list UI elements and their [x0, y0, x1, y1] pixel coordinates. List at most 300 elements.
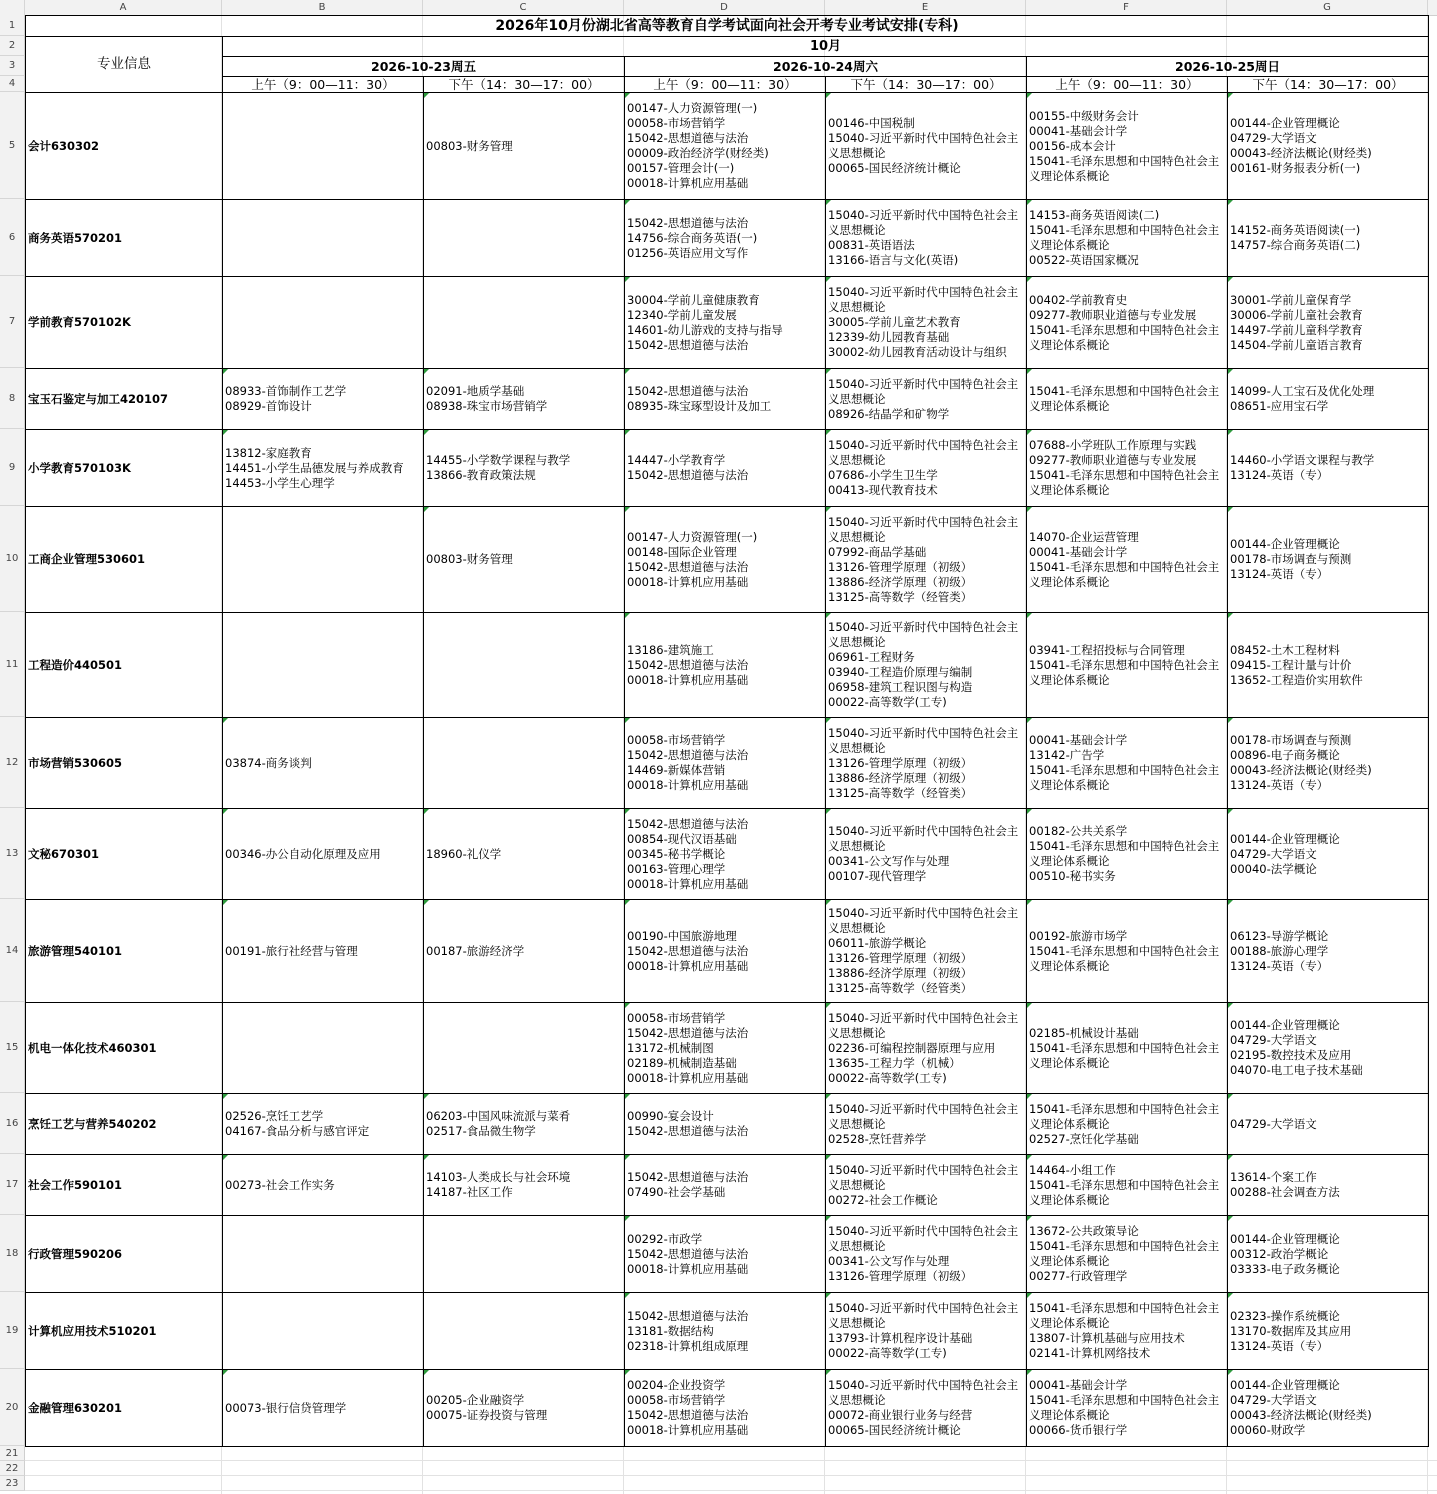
comment-indicator-icon — [826, 1155, 831, 1160]
exam-course: 14152-商务英语阅读(一) — [1230, 223, 1361, 237]
exam-course: 00058-市场营销学 — [627, 116, 726, 130]
comment-indicator-icon — [625, 900, 630, 905]
exam-course: 02323-操作系统概论 — [1230, 1308, 1340, 1323]
row-header-19[interactable]: 19 — [0, 1292, 25, 1369]
info-header[interactable]: 专业信息 — [26, 37, 223, 93]
comment-indicator-icon — [424, 809, 429, 814]
column-header-e[interactable]: E — [825, 0, 1026, 15]
comment-indicator-icon — [1228, 900, 1233, 905]
major-cell[interactable]: 市场营销530605 — [26, 718, 223, 809]
major-cell[interactable]: 烹饪工艺与营养540202 — [26, 1094, 223, 1155]
exam-course: 14451-小学生品德发展与养成教育 — [225, 460, 404, 475]
exam-cell[interactable] — [1027, 613, 1228, 718]
comment-indicator-icon — [424, 1370, 429, 1375]
comment-indicator-icon — [1228, 507, 1233, 512]
exam-course: 00288-社会调查方法 — [1230, 1185, 1340, 1199]
exam-course: 义思想概论 — [828, 1025, 886, 1040]
exam-cell[interactable] — [424, 1216, 625, 1293]
exam-course: 13886-经济学原理（初级） — [828, 574, 973, 589]
exam-cell[interactable] — [424, 369, 625, 430]
exam-cell[interactable] — [826, 1094, 1027, 1155]
exam-course: 13181-数据结构 — [627, 1323, 714, 1338]
exam-cell[interactable] — [1228, 718, 1429, 809]
comment-indicator-icon — [625, 277, 630, 282]
exam-course: 30005-学前儿童艺术教育 — [828, 315, 961, 329]
exam-course: 00182-公共关系学 — [1029, 824, 1128, 838]
row-header-18[interactable]: 18 — [0, 1215, 25, 1292]
comment-indicator-icon — [223, 1155, 228, 1160]
column-header-b[interactable]: B — [222, 0, 423, 15]
comment-indicator-icon — [223, 900, 228, 905]
exam-course: 13635-工程力学（机械） — [828, 1055, 961, 1070]
major-cell[interactable]: 小学教育570103K — [26, 430, 223, 507]
exam-course: 15041-毛泽东思想和中国特色社会主 — [1029, 839, 1220, 853]
comment-indicator-icon — [625, 1293, 630, 1298]
exam-cell[interactable] — [1027, 1293, 1228, 1370]
table-row — [26, 1003, 1429, 1094]
exam-cell[interactable] — [1228, 1293, 1429, 1370]
major-cell[interactable]: 行政管理590206 — [26, 1216, 223, 1293]
exam-cell[interactable] — [424, 1003, 625, 1094]
exam-cell[interactable] — [223, 718, 424, 809]
exam-cell[interactable] — [826, 430, 1027, 507]
exam-cell[interactable] — [625, 507, 826, 613]
exam-course: 14757-综合商务英语(二) — [1230, 238, 1361, 252]
exam-course: 13124-英语（专） — [1230, 567, 1329, 581]
exam-cell[interactable] — [424, 809, 625, 900]
exam-cell[interactable] — [1027, 507, 1228, 613]
exam-cell[interactable] — [223, 430, 424, 507]
exam-course: 00346-办公自动化原理及应用 — [225, 846, 381, 861]
exam-cell[interactable] — [1027, 200, 1228, 277]
comment-indicator-icon — [826, 1216, 831, 1221]
major-cell[interactable]: 旅游管理540101 — [26, 900, 223, 1003]
row-header-3[interactable]: 3 — [0, 56, 25, 76]
exam-course: 07490-社会学基础 — [627, 1185, 726, 1199]
exam-course: 15040-习近平新时代中国特色社会主 — [828, 376, 1019, 391]
major-cell[interactable]: 工商企业管理530601 — [26, 507, 223, 613]
comment-indicator-icon — [223, 430, 228, 435]
major-cell[interactable]: 机电一体化技术460301 — [26, 1003, 223, 1094]
exam-course: 00161-财务报表分析(一) — [1230, 161, 1361, 175]
exam-course: 00188-旅游心理学 — [1230, 943, 1329, 958]
row-header-7[interactable]: 7 — [0, 276, 25, 368]
exam-course: 00522-英语国家概况 — [1029, 253, 1139, 267]
exam-course: 15042-思想道德与法治 — [627, 559, 749, 574]
exam-course: 义理论体系概论 — [1029, 337, 1110, 352]
exam-cell[interactable] — [826, 613, 1027, 718]
exam-course: 04070-电工电子技术基础 — [1230, 1063, 1363, 1077]
exam-cell[interactable] — [625, 613, 826, 718]
exam-cell[interactable] — [1027, 1216, 1228, 1293]
exam-cell[interactable] — [625, 809, 826, 900]
exam-course: 07688-小学班队工作原理与实践 — [1029, 438, 1197, 452]
exam-course: 义思想概论 — [828, 635, 886, 649]
exam-cell[interactable] — [826, 277, 1027, 369]
exam-course: 02189-机械制造基础 — [627, 1055, 737, 1070]
exam-cell[interactable] — [625, 1094, 826, 1155]
exam-course: 15040-习近平新时代中国特色社会主 — [828, 514, 1019, 529]
select-all-corner[interactable] — [0, 0, 25, 15]
exam-course: 15041-毛泽东思想和中国特色社会主 — [1029, 943, 1220, 958]
exam-course: 13672-公共政策导论 — [1029, 1224, 1139, 1238]
exam-course: 15040-习近平新时代中国特色社会主 — [828, 620, 1019, 634]
comment-indicator-icon — [223, 369, 228, 374]
exam-cell[interactable] — [223, 809, 424, 900]
exam-cell[interactable] — [1027, 718, 1228, 809]
major-cell[interactable]: 社会工作590101 — [26, 1155, 223, 1216]
row-header-1[interactable]: 1 — [0, 15, 25, 36]
row-header-15[interactable]: 15 — [0, 1002, 25, 1093]
major-cell[interactable]: 商务英语570201 — [26, 200, 223, 277]
row-header-9[interactable]: 9 — [0, 429, 25, 506]
exam-course: 00896-电子商务概论 — [1230, 748, 1340, 762]
time-slot-header[interactable]: 上午（9：00—11：30） — [625, 77, 826, 93]
exam-course: 14504-学前儿童语言教育 — [1230, 337, 1363, 352]
exam-cell[interactable] — [1027, 1094, 1228, 1155]
exam-cell[interactable] — [223, 1293, 424, 1370]
comment-indicator-icon — [1228, 277, 1233, 282]
table-row — [26, 809, 1429, 900]
exam-course: 义思想概论 — [828, 300, 886, 314]
exam-cell[interactable] — [424, 1094, 625, 1155]
exam-cell[interactable] — [1027, 1003, 1228, 1094]
exam-cell[interactable] — [223, 1155, 424, 1216]
exam-course: 义理论体系概论 — [1029, 672, 1110, 687]
exam-cell[interactable] — [424, 1293, 625, 1370]
exam-course: 00041-基础会计学 — [1029, 1378, 1128, 1392]
table-row — [26, 1293, 1429, 1370]
table-row — [26, 277, 1429, 369]
comment-indicator-icon — [1228, 718, 1233, 723]
exam-cell[interactable] — [223, 1094, 424, 1155]
exam-cell[interactable] — [826, 1216, 1027, 1293]
exam-cell[interactable] — [826, 1370, 1027, 1447]
exam-cell[interactable] — [625, 200, 826, 277]
exam-cell[interactable] — [826, 809, 1027, 900]
exam-cell[interactable] — [223, 1370, 424, 1447]
major-cell[interactable]: 学前教育570102K — [26, 277, 223, 369]
comment-indicator-icon — [625, 507, 630, 512]
exam-course: 15042-思想道德与法治 — [627, 468, 749, 482]
exam-cell[interactable] — [424, 507, 625, 613]
exam-course: 义理论体系概论 — [1029, 1192, 1110, 1207]
exam-course: 00190-中国旅游地理 — [627, 928, 737, 943]
date-header[interactable]: 2026-10-24周六 — [625, 57, 1027, 77]
comment-indicator-icon — [1228, 369, 1233, 374]
exam-cell[interactable] — [1228, 93, 1429, 200]
exam-course: 13793-计算机程序设计基础 — [828, 1331, 973, 1345]
comment-indicator-icon — [826, 1094, 831, 1099]
exam-course: 15042-思想道德与法治 — [627, 215, 749, 230]
exam-cell[interactable] — [223, 1216, 424, 1293]
exam-cell[interactable] — [625, 1293, 826, 1370]
comment-indicator-icon — [1228, 809, 1233, 814]
exam-course: 07686-小学生卫生学 — [828, 468, 938, 482]
exam-course: 00041-基础会计学 — [1029, 733, 1128, 747]
row-header-20[interactable]: 20 — [0, 1369, 25, 1446]
column-header-c[interactable]: C — [423, 0, 624, 15]
major-cell[interactable]: 工程造价440501 — [26, 613, 223, 718]
exam-course: 04729-大学语文 — [1230, 131, 1317, 145]
schedule-title[interactable]: 2026年10月份湖北省高等教育自学考试面向社会开考专业考试安排(专科) — [26, 16, 1429, 37]
exam-cell[interactable] — [826, 1293, 1027, 1370]
row-header-16[interactable]: 16 — [0, 1093, 25, 1154]
comment-indicator-icon — [1027, 507, 1032, 512]
exam-cell[interactable] — [625, 718, 826, 809]
exam-course: 00157-管理会计(一) — [627, 161, 735, 175]
time-slot-header[interactable]: 下午（14：30—17：00） — [1228, 77, 1429, 93]
exam-cell[interactable] — [1228, 1003, 1429, 1094]
exam-course: 15042-思想道德与法治 — [627, 1308, 749, 1323]
exam-course: 30001-学前儿童保育学 — [1230, 292, 1352, 307]
column-header-bar — [0, 0, 1437, 16]
exam-course: 15042-思想道德与法治 — [627, 816, 749, 831]
date-header[interactable]: 2026-10-25周日 — [1027, 57, 1429, 77]
exam-cell[interactable] — [1228, 809, 1429, 900]
exam-course: 15041-毛泽东思想和中国特色社会主 — [1029, 153, 1220, 168]
exam-course: 15040-习近平新时代中国特色社会主 — [828, 1378, 1019, 1392]
time-slot-header[interactable]: 下午（14：30—17：00） — [826, 77, 1027, 93]
exam-cell[interactable] — [424, 1155, 625, 1216]
exam-cell[interactable] — [826, 718, 1027, 809]
time-slot-header[interactable]: 下午（14：30—17：00） — [424, 77, 625, 93]
exam-course: 07992-商品学基础 — [828, 544, 927, 559]
exam-cell[interactable] — [1228, 1094, 1429, 1155]
exam-cell[interactable] — [826, 900, 1027, 1003]
exam-cell[interactable] — [826, 1003, 1027, 1094]
exam-cell[interactable] — [826, 200, 1027, 277]
exam-course: 15042-思想道德与法治 — [627, 1124, 749, 1138]
exam-cell[interactable] — [223, 613, 424, 718]
time-slot-header[interactable]: 上午（9：00—11：30） — [223, 77, 424, 93]
exam-cell[interactable] — [826, 507, 1027, 613]
row-header-13[interactable]: 13 — [0, 808, 25, 899]
major-cell[interactable]: 金融管理630201 — [26, 1370, 223, 1447]
row-header-2[interactable]: 2 — [0, 36, 25, 56]
exam-course: 义思想概论 — [828, 1316, 886, 1330]
exam-course: 14447-小学教育学 — [627, 453, 726, 467]
exam-course: 00072-商业银行业务与经营 — [828, 1408, 973, 1422]
exam-course: 00191-旅行社经营与管理 — [225, 943, 358, 958]
exam-course: 06961-工程财务 — [828, 650, 915, 664]
exam-cell[interactable] — [625, 93, 826, 200]
exam-course: 13170-数据库及其应用 — [1230, 1323, 1352, 1338]
exam-course: 15040-习近平新时代中国特色社会主 — [828, 824, 1019, 838]
exam-course: 13166-语言与文化(英语) — [828, 253, 959, 267]
exam-course: 13652-工程造价实用软件 — [1230, 672, 1363, 687]
row-header-21[interactable]: 21 — [0, 1446, 25, 1461]
exam-cell[interactable] — [1228, 900, 1429, 1003]
comment-indicator-icon — [625, 369, 630, 374]
exam-cell[interactable] — [424, 900, 625, 1003]
exam-cell[interactable] — [1228, 1155, 1429, 1216]
exam-cell[interactable] — [1027, 277, 1228, 369]
row-header-17[interactable]: 17 — [0, 1154, 25, 1215]
comment-indicator-icon — [1228, 1003, 1233, 1008]
exam-cell[interactable] — [424, 277, 625, 369]
comment-indicator-icon — [1027, 1094, 1032, 1099]
exam-cell[interactable] — [424, 1370, 625, 1447]
comment-indicator-icon — [1027, 430, 1032, 435]
exam-course: 00144-企业管理概论 — [1230, 1231, 1340, 1246]
exam-course: 06011-旅游学概论 — [828, 936, 927, 950]
comment-indicator-icon — [424, 369, 429, 374]
column-header-d[interactable]: D — [624, 0, 825, 15]
comment-indicator-icon — [1228, 430, 1233, 435]
exam-course: 00854-现代汉语基础 — [627, 831, 737, 846]
major-cell[interactable]: 计算机应用技术510201 — [26, 1293, 223, 1370]
comment-indicator-icon — [826, 718, 831, 723]
exam-course: 义思想概论 — [828, 146, 886, 160]
exam-schedule-table — [25, 15, 1429, 1447]
row-header-12[interactable]: 12 — [0, 717, 25, 808]
comment-indicator-icon — [826, 809, 831, 814]
exam-course: 04729-大学语文 — [1230, 1116, 1317, 1131]
exam-course: 02091-地质学基础 — [426, 384, 525, 398]
comment-indicator-icon — [1027, 1155, 1032, 1160]
exam-cell[interactable] — [424, 613, 625, 718]
row-header-22[interactable]: 22 — [0, 1461, 25, 1476]
row-header-6[interactable]: 6 — [0, 199, 25, 276]
exam-course: 15041-毛泽东思想和中国特色社会主 — [1029, 559, 1220, 574]
exam-cell[interactable] — [625, 1003, 826, 1094]
exam-cell[interactable] — [223, 277, 424, 369]
time-slot-header[interactable]: 上午（9：00—11：30） — [1027, 77, 1228, 93]
row-header-4[interactable]: 4 — [0, 76, 25, 92]
exam-course: 义理论体系概论 — [1029, 778, 1110, 792]
exam-course: 13124-英语（专） — [1230, 468, 1329, 482]
comment-indicator-icon — [1027, 809, 1032, 814]
comment-indicator-icon — [1027, 1003, 1032, 1008]
exam-course: 04729-大学语文 — [1230, 1033, 1317, 1047]
exam-course: 15041-毛泽东思想和中国特色社会主 — [1029, 322, 1220, 337]
comment-indicator-icon — [1228, 93, 1233, 98]
exam-cell[interactable] — [424, 200, 625, 277]
exam-cell[interactable] — [223, 1003, 424, 1094]
comment-indicator-icon — [223, 809, 228, 814]
comment-indicator-icon — [424, 900, 429, 905]
row-header-5[interactable]: 5 — [0, 92, 25, 199]
exam-cell[interactable] — [1027, 1370, 1228, 1447]
major-cell[interactable]: 文秘670301 — [26, 809, 223, 900]
column-header-g[interactable]: G — [1227, 0, 1428, 15]
row-header-23[interactable]: 23 — [0, 1476, 25, 1491]
exam-cell[interactable] — [1027, 900, 1228, 1003]
exam-course: 00058-市场营销学 — [627, 1393, 726, 1407]
exam-cell[interactable] — [424, 430, 625, 507]
exam-cell[interactable] — [826, 93, 1027, 200]
exam-cell[interactable] — [223, 200, 424, 277]
exam-cell[interactable] — [826, 369, 1027, 430]
exam-cell[interactable] — [1228, 507, 1429, 613]
comment-indicator-icon — [1228, 613, 1233, 618]
exam-course: 义思想概论 — [828, 740, 886, 755]
exam-course: 00341-公文写作与处理 — [828, 1254, 950, 1268]
exam-cell[interactable] — [625, 900, 826, 1003]
exam-course: 14099-人工宝石及优化处理 — [1230, 384, 1375, 398]
exam-course: 义思想概论 — [828, 1116, 886, 1131]
exam-cell[interactable] — [223, 900, 424, 1003]
exam-cell[interactable] — [424, 718, 625, 809]
comment-indicator-icon — [1228, 1216, 1233, 1221]
month-header[interactable]: 10月 — [223, 37, 1429, 57]
row-header-8[interactable]: 8 — [0, 368, 25, 429]
exam-cell[interactable] — [1228, 613, 1429, 718]
row-header-10[interactable]: 10 — [0, 506, 25, 612]
exam-cell[interactable] — [1027, 93, 1228, 200]
exam-cell[interactable] — [826, 1155, 1027, 1216]
exam-cell[interactable] — [1027, 1155, 1228, 1216]
exam-cell[interactable] — [1228, 369, 1429, 430]
exam-course: 14601-幼儿游戏的支持与指导 — [627, 322, 783, 337]
exam-cell[interactable] — [424, 93, 625, 200]
major-cell[interactable]: 宝玉石鉴定与加工420107 — [26, 369, 223, 430]
exam-course: 义理论体系概论 — [1029, 168, 1110, 183]
exam-cell[interactable] — [625, 277, 826, 369]
exam-cell[interactable] — [1027, 430, 1228, 507]
exam-cell[interactable] — [625, 1155, 826, 1216]
comment-indicator-icon — [826, 430, 831, 435]
column-header-f[interactable]: F — [1026, 0, 1227, 15]
exam-course: 13142-广告学 — [1029, 748, 1105, 762]
exam-cell[interactable] — [1228, 277, 1429, 369]
exam-course: 00187-旅游经济学 — [426, 943, 525, 958]
exam-course: 12339-幼儿园教育基础 — [828, 330, 950, 344]
exam-course: 00018-计算机应用基础 — [627, 1423, 749, 1437]
table-row — [26, 613, 1429, 718]
exam-course: 02517-食品微生物学 — [426, 1124, 536, 1138]
exam-course: 06958-建筑工程识图与构造 — [828, 680, 973, 694]
exam-course: 13124-英语（专） — [1230, 1338, 1329, 1353]
row-header-11[interactable]: 11 — [0, 612, 25, 717]
exam-cell[interactable] — [625, 369, 826, 430]
exam-cell[interactable] — [625, 1370, 826, 1447]
major-cell[interactable]: 会计630302 — [26, 93, 223, 200]
table-row — [26, 200, 1429, 277]
exam-cell[interactable] — [223, 93, 424, 200]
column-header-a[interactable]: A — [25, 0, 222, 15]
exam-course: 00402-学前教育史 — [1029, 292, 1128, 307]
exam-course: 义理论体系概论 — [1029, 574, 1110, 589]
exam-course: 00156-成本会计 — [1029, 138, 1116, 153]
exam-course: 00144-企业管理概论 — [1230, 537, 1340, 551]
exam-course: 15042-思想道德与法治 — [627, 1170, 749, 1184]
exam-cell[interactable] — [1228, 1216, 1429, 1293]
date-header[interactable]: 2026-10-23周五 — [223, 57, 625, 77]
exam-cell[interactable] — [1027, 809, 1228, 900]
exam-course: 义理论体系概论 — [1029, 1316, 1110, 1330]
exam-cell[interactable] — [1228, 430, 1429, 507]
exam-cell[interactable] — [1027, 369, 1228, 430]
row-header-14[interactable]: 14 — [0, 899, 25, 1002]
exam-course: 15040-习近平新时代中国特色社会主 — [828, 285, 1019, 299]
exam-cell[interactable] — [1228, 1370, 1429, 1447]
exam-course: 30006-学前儿童社会教育 — [1230, 307, 1363, 322]
exam-cell[interactable] — [625, 1216, 826, 1293]
comment-indicator-icon — [625, 1094, 630, 1099]
exam-course: 00178-市场调查与预测 — [1230, 552, 1352, 566]
exam-cell[interactable] — [1228, 200, 1429, 277]
exam-cell[interactable] — [223, 369, 424, 430]
comment-indicator-icon — [1228, 1370, 1233, 1375]
exam-course: 15041-毛泽东思想和中国特色社会主 — [1029, 1040, 1220, 1055]
exam-course: 14469-新媒体营销 — [627, 763, 726, 777]
exam-course: 00341-公文写作与处理 — [828, 854, 950, 868]
exam-cell[interactable] — [625, 430, 826, 507]
exam-cell[interactable] — [223, 507, 424, 613]
comment-indicator-icon — [1027, 613, 1032, 618]
